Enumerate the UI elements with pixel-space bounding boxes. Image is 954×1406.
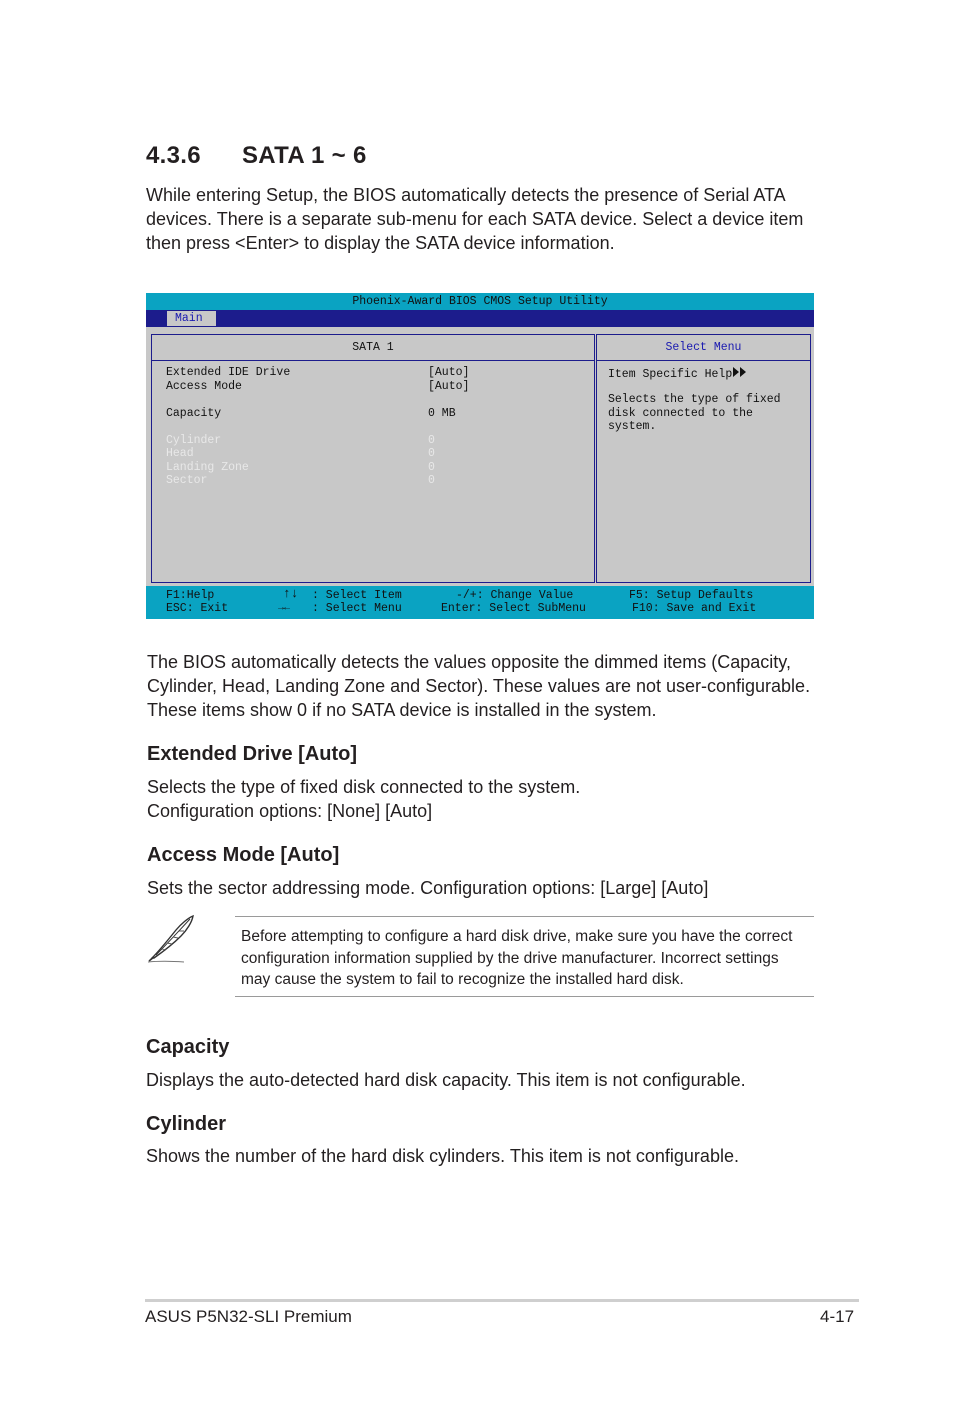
- item-cylinder: [166, 434, 435, 447]
- bios-title-bar: Phoenix-Award BIOS CMOS Setup Utility: [146, 293, 814, 310]
- key-esc-exit: ESC: Exit: [166, 602, 229, 615]
- item-sector: [166, 474, 435, 487]
- up-down-arrows-icon: ↑↓: [283, 586, 299, 601]
- help-title: [608, 367, 748, 382]
- extended-line1: Selects the type of fixed disk connected to the system.: [147, 777, 581, 797]
- help-line: system.: [608, 420, 657, 433]
- item-value: 0 MB: [428, 407, 456, 420]
- help-line: disk connected to the: [608, 406, 753, 420]
- item-landing-zone: [166, 461, 435, 474]
- bios-key-legend: [146, 586, 814, 619]
- key-select-submenu: Enter: Select SubMenu: [441, 602, 586, 615]
- item-extended-ide-drive[interactable]: [166, 366, 470, 379]
- cylinder-text: Shows the number of the hard disk cylinders. This item is not configurable.: [146, 1146, 739, 1166]
- access-mode-text: Sets the sector addressing mode. Configuration options: [Large] [Auto]: [147, 878, 709, 898]
- key-change-value: -/+: Change Value: [456, 589, 574, 602]
- bios-screen: [146, 293, 814, 619]
- bios-help-panel: [596, 334, 811, 583]
- heading-cylinder: Cylinder: [146, 1113, 227, 1135]
- note-pen-icon: [146, 912, 198, 964]
- tab-main[interactable]: Main: [167, 311, 216, 326]
- panel-header-sata1: SATA 1: [152, 335, 594, 361]
- item-label: Cylinder: [166, 434, 222, 447]
- item-access-mode[interactable]: [166, 380, 470, 393]
- heading-extended-drive: Extended Drive [Auto]: [147, 743, 358, 765]
- bios-settings-panel: [151, 334, 595, 583]
- help-title-text: Item Specific Help: [608, 368, 733, 381]
- item-label: Access Mode: [166, 380, 242, 393]
- key-select-menu: : Select Menu: [312, 602, 402, 615]
- left-right-arrows-icon: →←: [278, 603, 291, 614]
- bios-menu-bar: [146, 310, 814, 327]
- note-bottom-rule: [235, 996, 814, 997]
- section-number: 4.3.6: [146, 142, 201, 169]
- item-label: Capacity: [166, 407, 222, 420]
- key-f5-defaults: F5: Setup Defaults: [629, 589, 754, 602]
- key-select-item: : Select Item: [312, 589, 402, 602]
- heading-capacity: Capacity: [146, 1036, 230, 1058]
- item-value[interactable]: [Auto]: [428, 366, 470, 379]
- section-title: [146, 142, 367, 170]
- item-value: 0: [428, 434, 435, 447]
- item-head: [166, 447, 435, 460]
- panel-header-select-menu: Select Menu: [597, 335, 810, 361]
- item-label: Landing Zone: [166, 461, 249, 474]
- help-line: Selects the type of fixed: [608, 393, 781, 406]
- capacity-text: Displays the auto-detected hard disk capacity. This item is not configurable.: [146, 1070, 746, 1090]
- item-value: 0: [428, 447, 435, 460]
- extended-line2: Configuration options: [None] [Auto]: [147, 801, 433, 821]
- item-capacity: [166, 407, 456, 420]
- footer-product-name: ASUS P5N32-SLI Premium: [145, 1307, 352, 1326]
- item-value: 0: [428, 461, 435, 474]
- item-label: Head: [166, 447, 194, 460]
- item-label: Sector: [166, 474, 208, 487]
- footer-rule: [145, 1299, 859, 1302]
- key-f10-save-exit: F10: Save and Exit: [632, 602, 757, 615]
- extended-drive-text: [147, 775, 827, 823]
- page-number: 4-17: [820, 1307, 855, 1326]
- section-heading: SATA 1 ~ 6: [242, 142, 367, 169]
- note-top-rule: [235, 916, 814, 917]
- item-value[interactable]: [Auto]: [428, 380, 470, 393]
- item-label: Extended IDE Drive: [166, 366, 291, 379]
- bios-description-paragraph: The BIOS automatically detects the values opposite the dimmed items (Capacity, Cylinder, Head, Landing Zone and Sector). These values are not user-configurable. These items show 0 if no SATA device is installed in the system.: [147, 652, 811, 720]
- note-text: Before attempting to configure a hard disk drive, make sure you have the correct configuration information supplied by the drive manufacturer. Incorrect settings may cause the system to fail to recognize the installed hard disk.: [241, 928, 793, 988]
- key-f1-help: F1:Help: [166, 589, 215, 602]
- item-value: 0: [428, 474, 435, 487]
- double-arrow-icon: [732, 368, 748, 381]
- intro-paragraph: While entering Setup, the BIOS automatically detects the presence of Serial ATA devices. There is a separate sub-menu for each SATA device. Select a device item then press <Enter> to display the SATA device information.: [146, 185, 804, 253]
- heading-access-mode: Access Mode [Auto]: [147, 844, 340, 866]
